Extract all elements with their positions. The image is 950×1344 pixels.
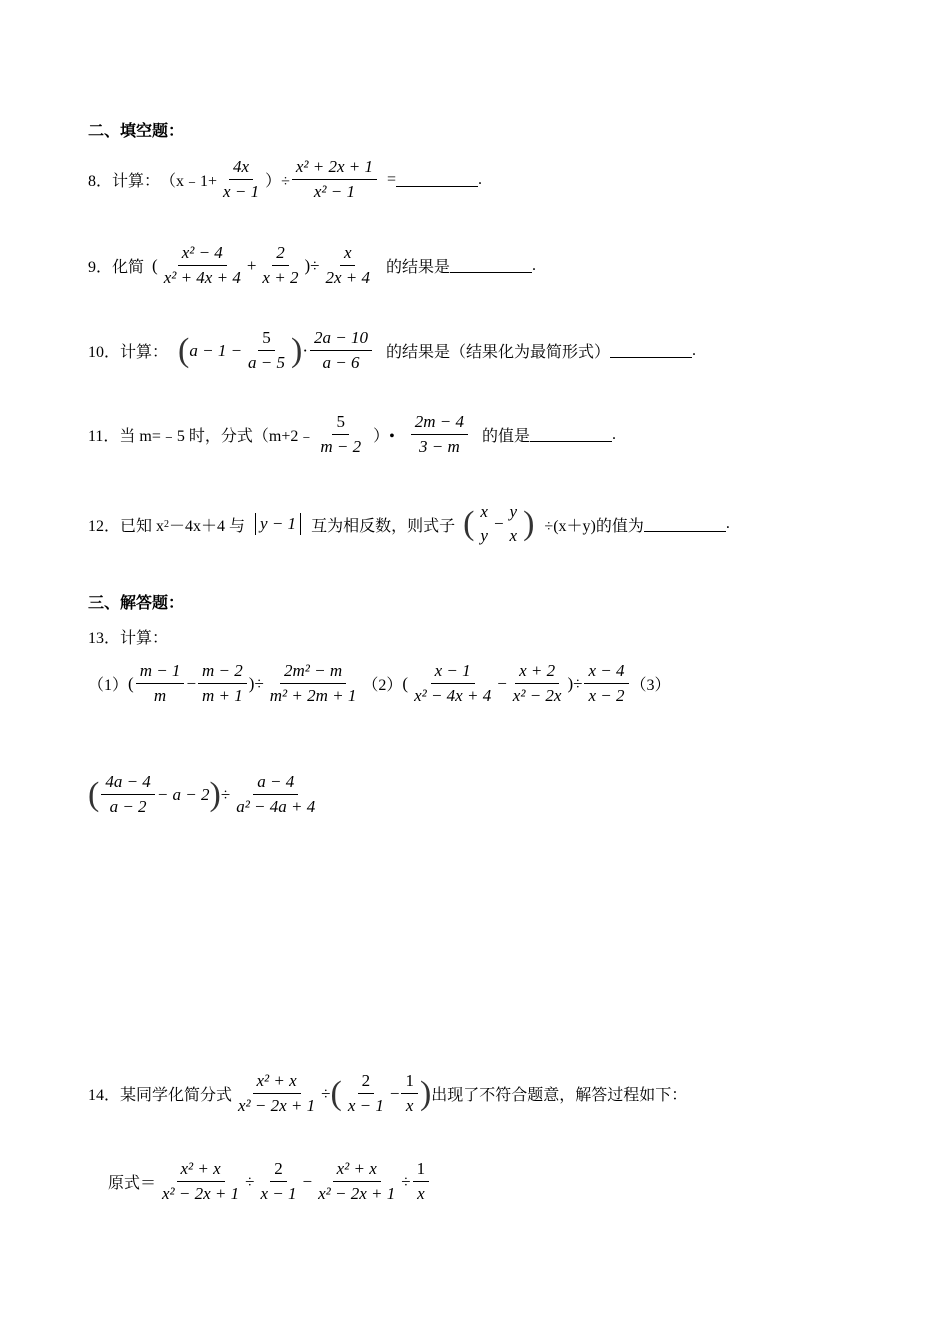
q12-mid: 互为相反数，则式子 xyxy=(311,517,456,535)
q10-end: . xyxy=(692,341,697,359)
q11-end: . xyxy=(611,425,616,443)
q12-fraction-1 xyxy=(476,500,492,548)
q8-eq: = xyxy=(387,170,397,188)
q10-frac2-den: a − 6 xyxy=(322,353,360,372)
q10-inner: a − 1 − xyxy=(189,340,243,360)
q11-label: 11．当 m=﹣5 时，分式（m+2﹣ xyxy=(88,428,315,445)
q14-minus: − xyxy=(389,1083,400,1103)
q12-answer-blank[interactable] xyxy=(644,517,726,532)
q13-p1-fraction-1 xyxy=(136,659,185,708)
q13-p1-f2-num: m − 2 xyxy=(198,659,247,684)
question-8 xyxy=(88,155,482,204)
q14-op: ÷ xyxy=(321,1083,331,1103)
q13-p2-fraction-2 xyxy=(509,659,566,708)
question-13-parts-1-2 xyxy=(88,659,671,708)
question-11 xyxy=(88,410,616,459)
q10-label: 10．计算： xyxy=(88,344,169,361)
q14-step-f2-num: 2 xyxy=(270,1157,287,1182)
q12-frac1-den: y xyxy=(480,526,488,545)
q13-p3-inner: − a − 2 xyxy=(156,784,210,804)
q10-frac1-den: a − 5 xyxy=(248,353,286,372)
q14-step-fraction-3 xyxy=(314,1157,399,1206)
q12-sup: 2 xyxy=(164,518,170,530)
q11-frac2-den: 3 − m xyxy=(418,437,460,456)
q9-fraction-1 xyxy=(160,241,245,290)
q12-abs: y − 1 xyxy=(255,513,301,535)
q12-frac2-num: y xyxy=(509,502,518,521)
q13-p2-f2-num: x + 2 xyxy=(515,659,559,684)
q13-p2-op2: )÷ xyxy=(567,673,583,693)
q13-p3-label: （3） xyxy=(630,677,671,694)
q13-p3-op: ÷ xyxy=(220,784,231,804)
q13-label: 13．计算： xyxy=(88,630,169,647)
q14-step-fraction-2 xyxy=(257,1157,301,1206)
q9-frac2-den: x + 2 xyxy=(262,268,299,287)
q12-label: 12．已知 x xyxy=(88,517,165,535)
q8-pre: （x﹣1+ xyxy=(160,173,218,190)
q10-frac1-num: 5 xyxy=(258,326,275,351)
q11-answer-blank[interactable] xyxy=(530,427,612,442)
q13-p3-f2-den: a² − 4a + 4 xyxy=(236,797,316,816)
q14-step-f1-den: x² − 2x + 1 xyxy=(162,1184,240,1203)
q8-label: 8．计算： xyxy=(88,173,161,190)
q13-p2-fraction-1 xyxy=(410,659,495,708)
q13-p1-label: （1） xyxy=(88,677,129,694)
q13-p2-label: （2） xyxy=(362,677,403,694)
q13-p1-op1: − xyxy=(186,673,197,693)
q13-p1-f1-den: m xyxy=(153,686,167,705)
q14-f2-den: x − 1 xyxy=(347,1096,384,1115)
q13-p3-f2-num: a − 4 xyxy=(253,770,298,795)
q9-frac1-num: x² − 4 xyxy=(178,241,227,266)
q11-tail: 的值是 xyxy=(481,428,530,445)
q9-frac3-num: x xyxy=(340,241,356,266)
q14-f1-den: x² − 2x + 1 xyxy=(238,1096,316,1115)
q14-label: 14．某同学化简分式 xyxy=(88,1087,233,1104)
q14-step-f3-den: x² − 2x + 1 xyxy=(318,1184,396,1203)
q14-step-op2: − xyxy=(302,1171,313,1191)
q13-p2-f1-den: x² − 4x + 4 xyxy=(414,686,492,705)
q12-frac2-den: x xyxy=(509,526,518,545)
q14-step-op3: ÷ xyxy=(401,1171,411,1191)
question-9: 9．化简 ( $\frac{\text{x² − 4}}{\text{x² + 4x + 4}}$ + $\frac{2}{x + 2}$ )÷ $\frac{x}{2x + 4}$ 的结果是 . xyxy=(88,241,536,290)
q12-frac1-num: x xyxy=(480,502,488,521)
q9-fraction-3 xyxy=(321,241,374,290)
q13-p1-open: ( xyxy=(128,673,134,693)
question-12: 12．已知 x 2 －4x＋4 与 y − 1 互为相反数，则式子 ( x y − y x ) ÷(x＋y)的值为 . xyxy=(88,500,730,548)
q14-fraction-1 xyxy=(234,1069,319,1118)
q14-f1-num: x² + x xyxy=(253,1069,301,1094)
q10-fraction-1 xyxy=(244,326,289,375)
q13-p3-fraction-1 xyxy=(101,770,154,819)
q14-tail: 出现了不符合题意，解答过程如下： xyxy=(431,1087,688,1104)
q8-frac2-num: x² + 2x + 1 xyxy=(292,155,377,180)
q13-p2-open: ( xyxy=(402,673,409,693)
q10-fraction-2 xyxy=(310,326,372,375)
question-14: 14．某同学化简分式 $\frac{\text{x² + x}}{\text{x² − 2x + 1}}$ ÷ ( $\frac{2}{x - 1}$ − $\frac{1}{x}$ ) 出现了不符合题意，解答过程如下： xyxy=(88,1069,687,1118)
q14-fraction-3 xyxy=(401,1069,418,1118)
q14-step-op1: ÷ xyxy=(245,1171,255,1191)
section2-heading: 二、填空题： xyxy=(88,123,185,140)
q13-p2-f1-num: x − 1 xyxy=(431,659,475,684)
q14-step-label: 原式＝ xyxy=(108,1175,157,1192)
q9-tail: 的结果是 xyxy=(385,259,450,276)
q8-answer-blank[interactable] xyxy=(396,172,478,187)
q14-step-f4-num: 1 xyxy=(413,1157,430,1182)
q9-frac3-den: 2x + 4 xyxy=(325,268,370,287)
q9-frac2-num: 2 xyxy=(272,241,289,266)
q13-p1-f3-den: m² + 2m + 1 xyxy=(269,686,357,705)
q10-dot: · xyxy=(302,340,309,360)
q8-frac1-num: 4x xyxy=(229,155,253,180)
q13-p2-f3-num: x − 4 xyxy=(584,659,628,684)
q13-p1-f3-num: 2m² − m xyxy=(280,659,346,684)
q14-step-f3-num: x² + x xyxy=(333,1157,381,1182)
q11-frac2-num: 2m − 4 xyxy=(411,410,468,435)
q12-fraction-2 xyxy=(506,500,522,548)
q9-fraction-2 xyxy=(258,241,302,290)
q8-mid: ）÷ xyxy=(265,173,290,190)
q8-frac2-den: x² − 1 xyxy=(313,182,355,201)
q13-p1-fraction-3 xyxy=(266,659,361,708)
q14-step-f4-den: x xyxy=(417,1184,425,1203)
q13-p2-fraction-3 xyxy=(584,659,628,708)
q14-f2-num: 2 xyxy=(358,1069,375,1094)
q12-tail: ÷(x＋y)的值为 xyxy=(544,517,644,535)
q8-fraction-2 xyxy=(292,155,377,204)
q8-fraction-1 xyxy=(219,155,263,204)
q14-f3-num: 1 xyxy=(401,1069,418,1094)
q13-p3-f1-num: 4a − 4 xyxy=(101,770,154,795)
q13-p2-op1: − xyxy=(497,673,507,693)
q8-frac1-den: x − 1 xyxy=(223,182,260,201)
question-10: 10．计算： ( a − 1 − $\frac{5}{a - 5}$ ) · $\frac{2a - 10}{a - 6}$ 的结果是（结果化为最简形式） . xyxy=(88,326,696,375)
q12-end: . xyxy=(725,515,730,532)
q14-solution-step xyxy=(108,1157,431,1206)
q14-f3-den: x xyxy=(405,1096,414,1115)
q9-op1: + xyxy=(246,255,257,275)
question-13-part-3: ( $\frac{4a - 4}{a - 2}$ − a − 2 ) ÷ $\frac{a - 4}{\text{a² − 4a + 4}}$ xyxy=(88,770,321,819)
q13-p2-f2-den: x² − 2x xyxy=(512,686,562,705)
q11-fraction-1 xyxy=(316,410,365,459)
q9-answer-blank[interactable] xyxy=(450,258,532,273)
q12-minus: − xyxy=(493,514,504,533)
q11-fraction-2 xyxy=(411,410,468,459)
q13-p3-fraction-2 xyxy=(232,770,319,819)
q11-frac1-num: 5 xyxy=(332,410,349,435)
q14-step-fraction-4 xyxy=(413,1157,430,1206)
section3-heading: 三、解答题： xyxy=(88,595,185,612)
q9-end: . xyxy=(532,256,536,274)
q12-label2: －4x＋4 与 xyxy=(169,517,246,535)
q10-frac2-num: 2a − 10 xyxy=(310,326,372,351)
q14-step-f1-num: x² + x xyxy=(177,1157,225,1182)
q11-frac1-den: m − 2 xyxy=(320,437,362,456)
q10-tail: 的结果是（结果化为最简形式） xyxy=(386,344,611,361)
q8-end: . xyxy=(478,170,483,188)
q11-mid: ）• xyxy=(373,428,395,445)
q9-frac1-den: x² + 4x + 4 xyxy=(163,268,241,287)
q14-fraction-2 xyxy=(344,1069,388,1118)
q13-p1-op2: )÷ xyxy=(248,673,264,693)
q14-step-f2-den: x − 1 xyxy=(260,1184,297,1203)
q13-p1-fraction-2 xyxy=(198,659,247,708)
q13-p2-f3-den: x − 2 xyxy=(588,686,625,705)
q9-op2: )÷ xyxy=(304,255,320,275)
q14-step-fraction-1 xyxy=(158,1157,243,1206)
q10-answer-blank[interactable] xyxy=(610,343,692,358)
q9-label: 9．化简 xyxy=(88,259,145,276)
q13-p1-f1-num: m − 1 xyxy=(136,659,185,684)
q13-p1-f2-den: m + 1 xyxy=(202,686,243,705)
q13-p3-f1-den: a − 2 xyxy=(109,797,147,816)
